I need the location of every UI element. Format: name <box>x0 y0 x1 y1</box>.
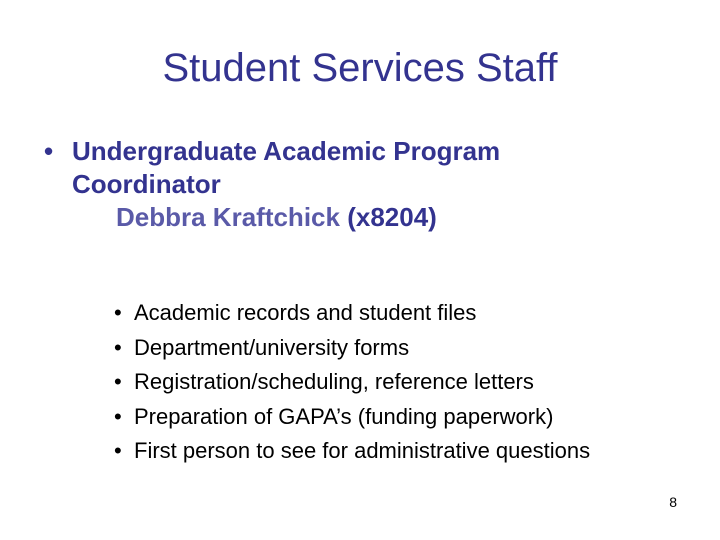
duty-item: • Registration/scheduling, reference letters <box>114 365 694 400</box>
duty-item: • Preparation of GAPA’s (funding paperwork) <box>114 400 694 435</box>
duty-item: • First person to see for administrative questions <box>114 434 694 469</box>
bullet-dot-icon: • <box>44 136 54 166</box>
slide-title: Student Services Staff <box>162 46 558 90</box>
staff-extension: (x8204) <box>347 202 437 232</box>
duty-item: • Department/university forms <box>114 331 694 366</box>
staff-contact <box>116 201 684 234</box>
page-number: 8 <box>669 494 677 510</box>
staff-entry <box>44 135 684 234</box>
role-title-line2: Coordinator <box>72 169 221 199</box>
duties-list <box>114 296 694 469</box>
role-title-line1: Undergraduate Academic Program <box>72 136 501 166</box>
duty-item: • Academic records and student files <box>114 296 694 331</box>
staff-name: Debbra Kraftchick <box>116 202 340 232</box>
